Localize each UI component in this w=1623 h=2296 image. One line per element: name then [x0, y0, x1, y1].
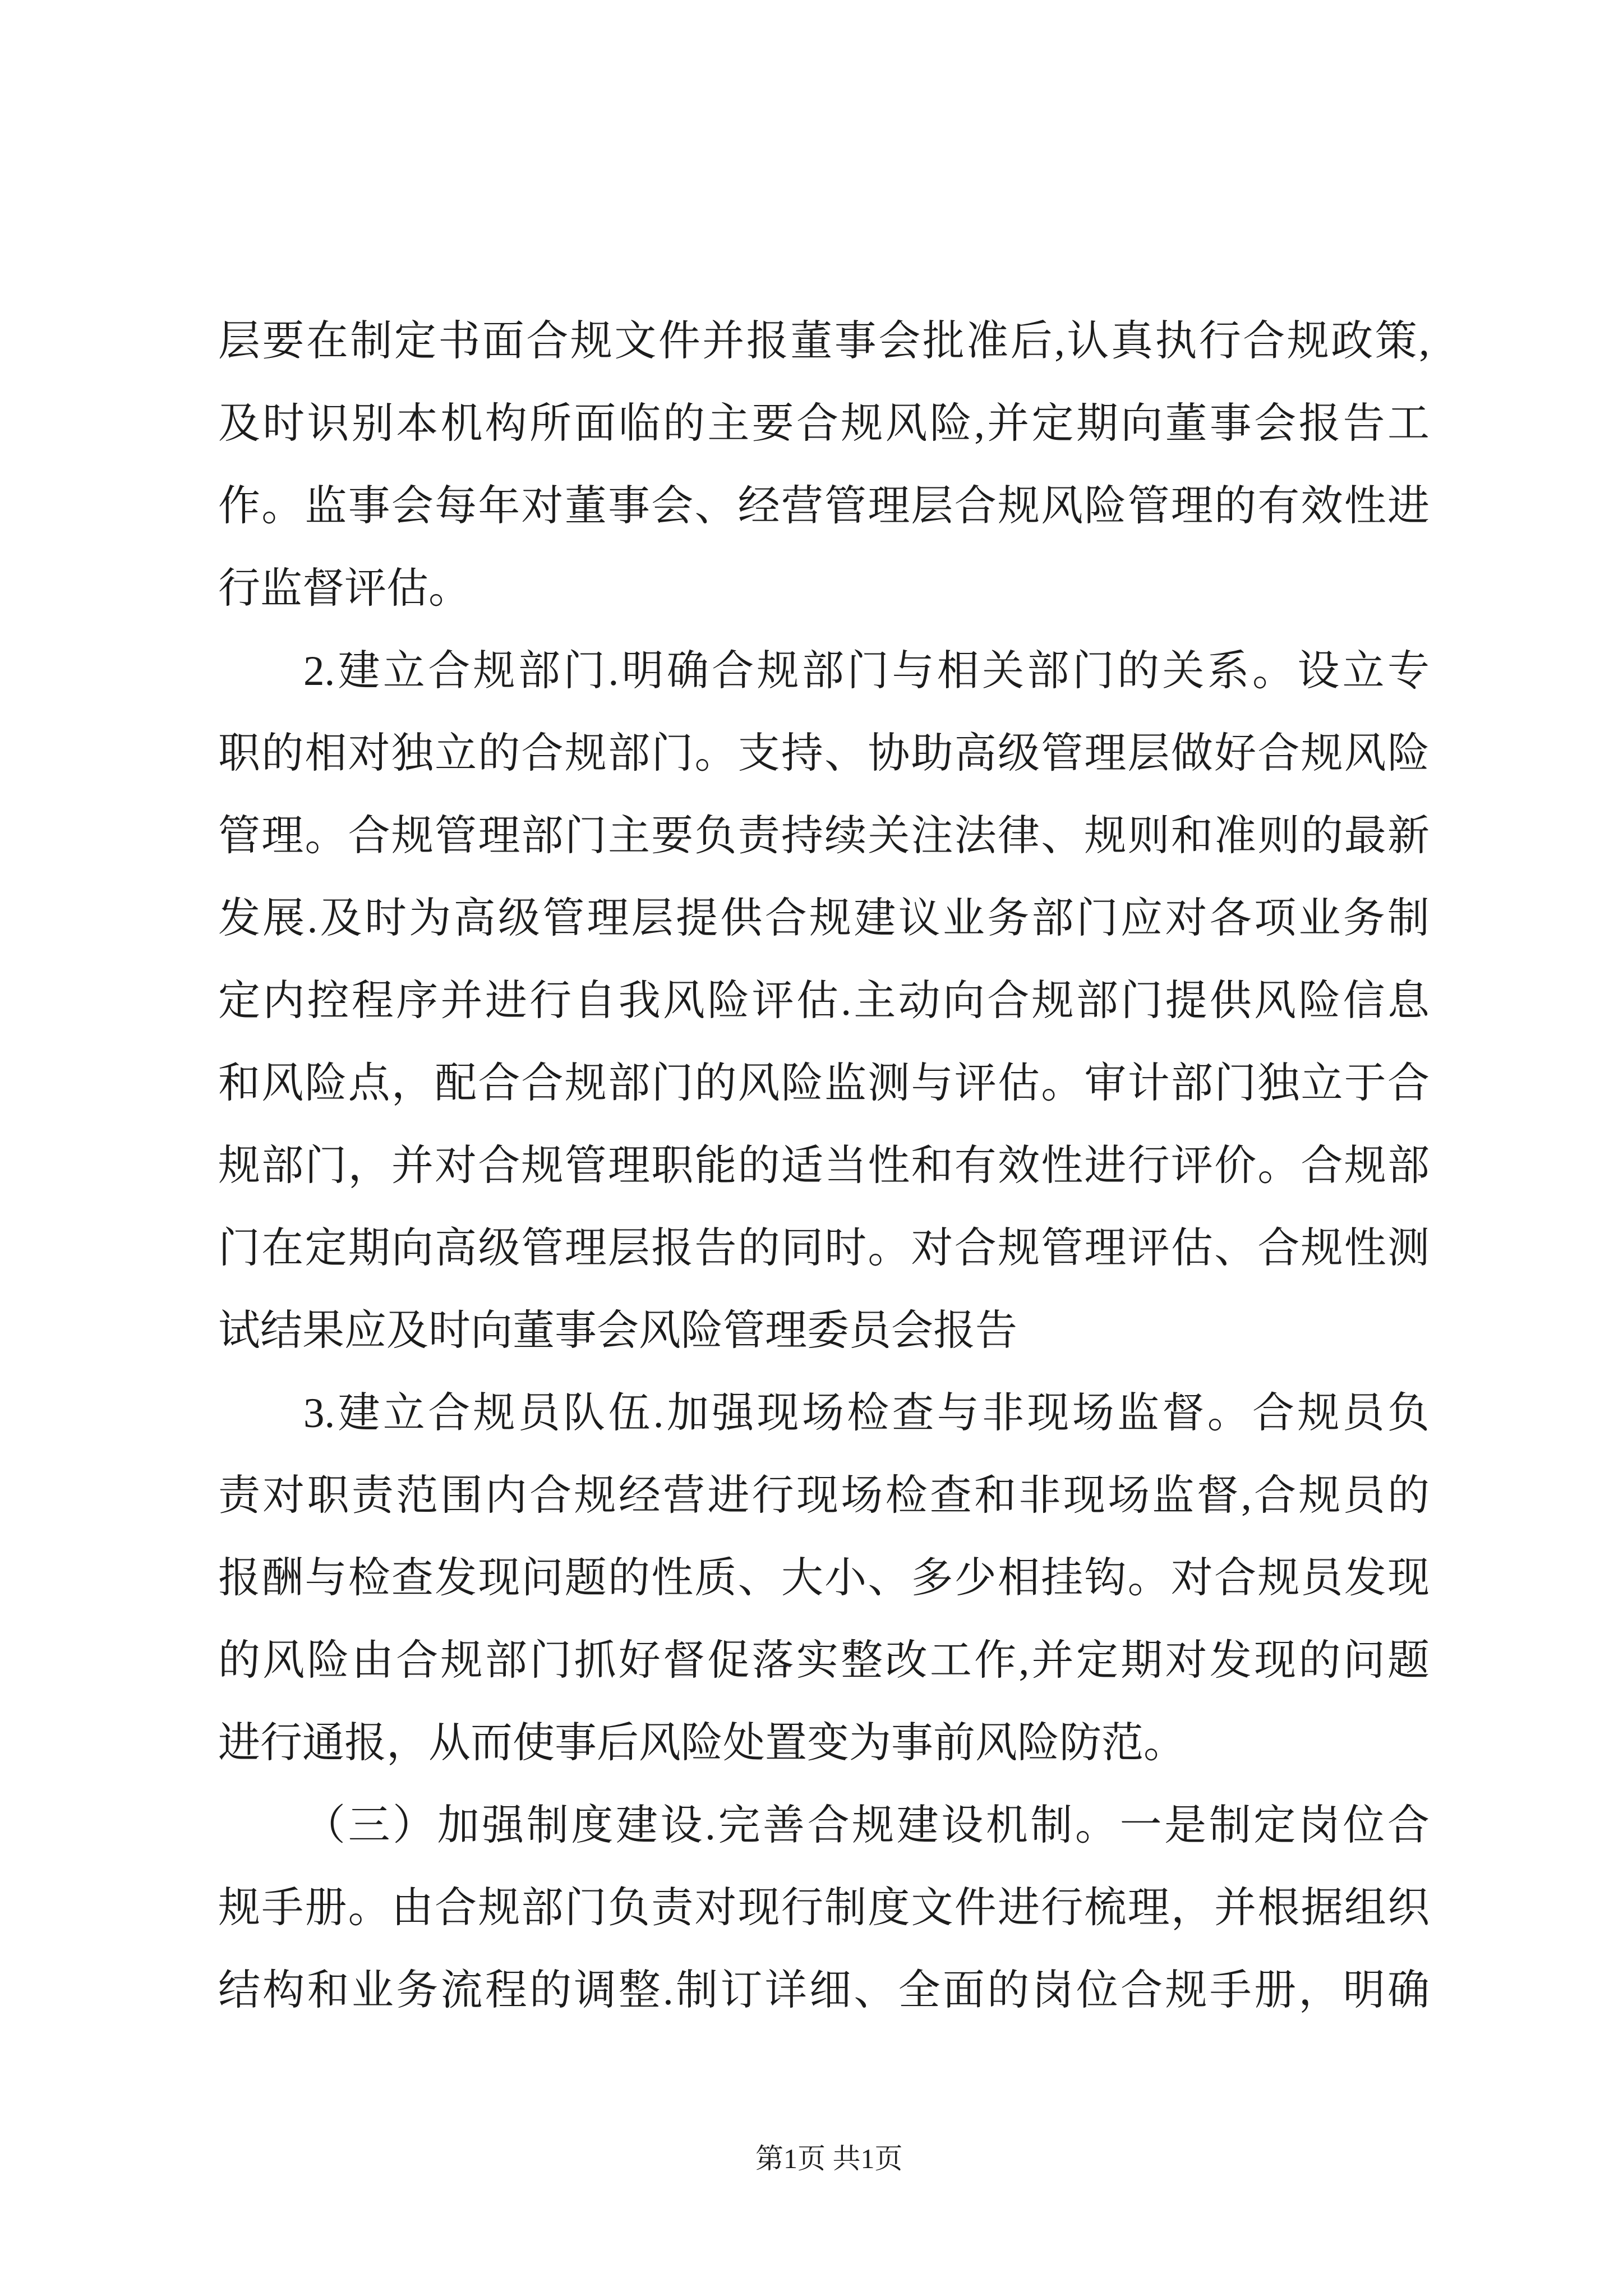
text-line: 进行通报，从而使事后风险处置变为事前风险防范。 [218, 1720, 1186, 1766]
text-line: 结构和业务流程的调整.制订详细、全面的岗位合规手册，明确 [218, 1967, 1430, 2014]
text-line: 和风险点，配合合规部门的风险监测与评估。审计部门独立于合 [218, 1060, 1430, 1107]
text-line: （三）加强制度建设.完善合规建设机制。一是制定岗位合 [303, 1802, 1430, 1849]
text-line: 定内控程序并进行自我风险评估.主动向合规部门提供风险信息 [218, 978, 1430, 1024]
paragraph-compliance-department [218, 630, 1430, 1372]
text-line: 层要在制定书面合规文件并报董事会批准后,认真执行合规政策, [218, 318, 1430, 365]
paragraph-system-building [218, 1784, 1430, 2032]
text-line: 3.建立合规员队伍.加强现场检查与非现场监督。合规员负 [303, 1390, 1430, 1437]
text-line: 试结果应及时向董事会风险管理委员会报告 [218, 1308, 1018, 1354]
text-line: 的风险由合规部门抓好督促落实整改工作,并定期对发现的问题 [218, 1637, 1430, 1684]
text-line: 2.建立合规部门.明确合规部门与相关部门的关系。设立专 [303, 648, 1430, 694]
paragraph-compliance-officers [218, 1372, 1430, 1784]
text-line: 职的相对独立的合规部门。支持、协助高级管理层做好合规风险 [218, 730, 1430, 777]
text-line: 管理。合规管理部门主要负责持续关注法律、规则和准则的最新 [218, 813, 1430, 859]
text-line: 发展.及时为高级管理层提供合规建议业务部门应对各项业务制 [218, 895, 1430, 942]
paragraph-board-responsibilities [218, 300, 1430, 630]
page-footer-indicator: 第1页 共1页 [755, 2143, 903, 2174]
text-line: 规手册。由合规部门负责对现行制度文件进行梳理，并根据组织 [218, 1885, 1430, 1931]
text-line: 作。监事会每年对董事会、经营管理层合规风险管理的有效性进 [218, 483, 1430, 530]
text-line: 责对职责范围内合规经营进行现场检查和非现场监督,合规员的 [218, 1473, 1430, 1519]
text-line: 门在定期向高级管理层报告的同时。对合规管理评估、合规性测 [218, 1225, 1430, 1272]
document-body [218, 300, 1430, 2032]
text-line: 规部门，并对合规管理职能的适当性和有效性进行评价。合规部 [218, 1143, 1430, 1189]
text-line: 行监督评估。 [218, 565, 471, 612]
text-line: 报酬与检查发现问题的性质、大小、多少相挂钩。对合规员发现 [218, 1555, 1430, 1602]
text-line: 及时识别本机构所面临的主要合规风险,并定期向董事会报告工 [218, 401, 1430, 447]
